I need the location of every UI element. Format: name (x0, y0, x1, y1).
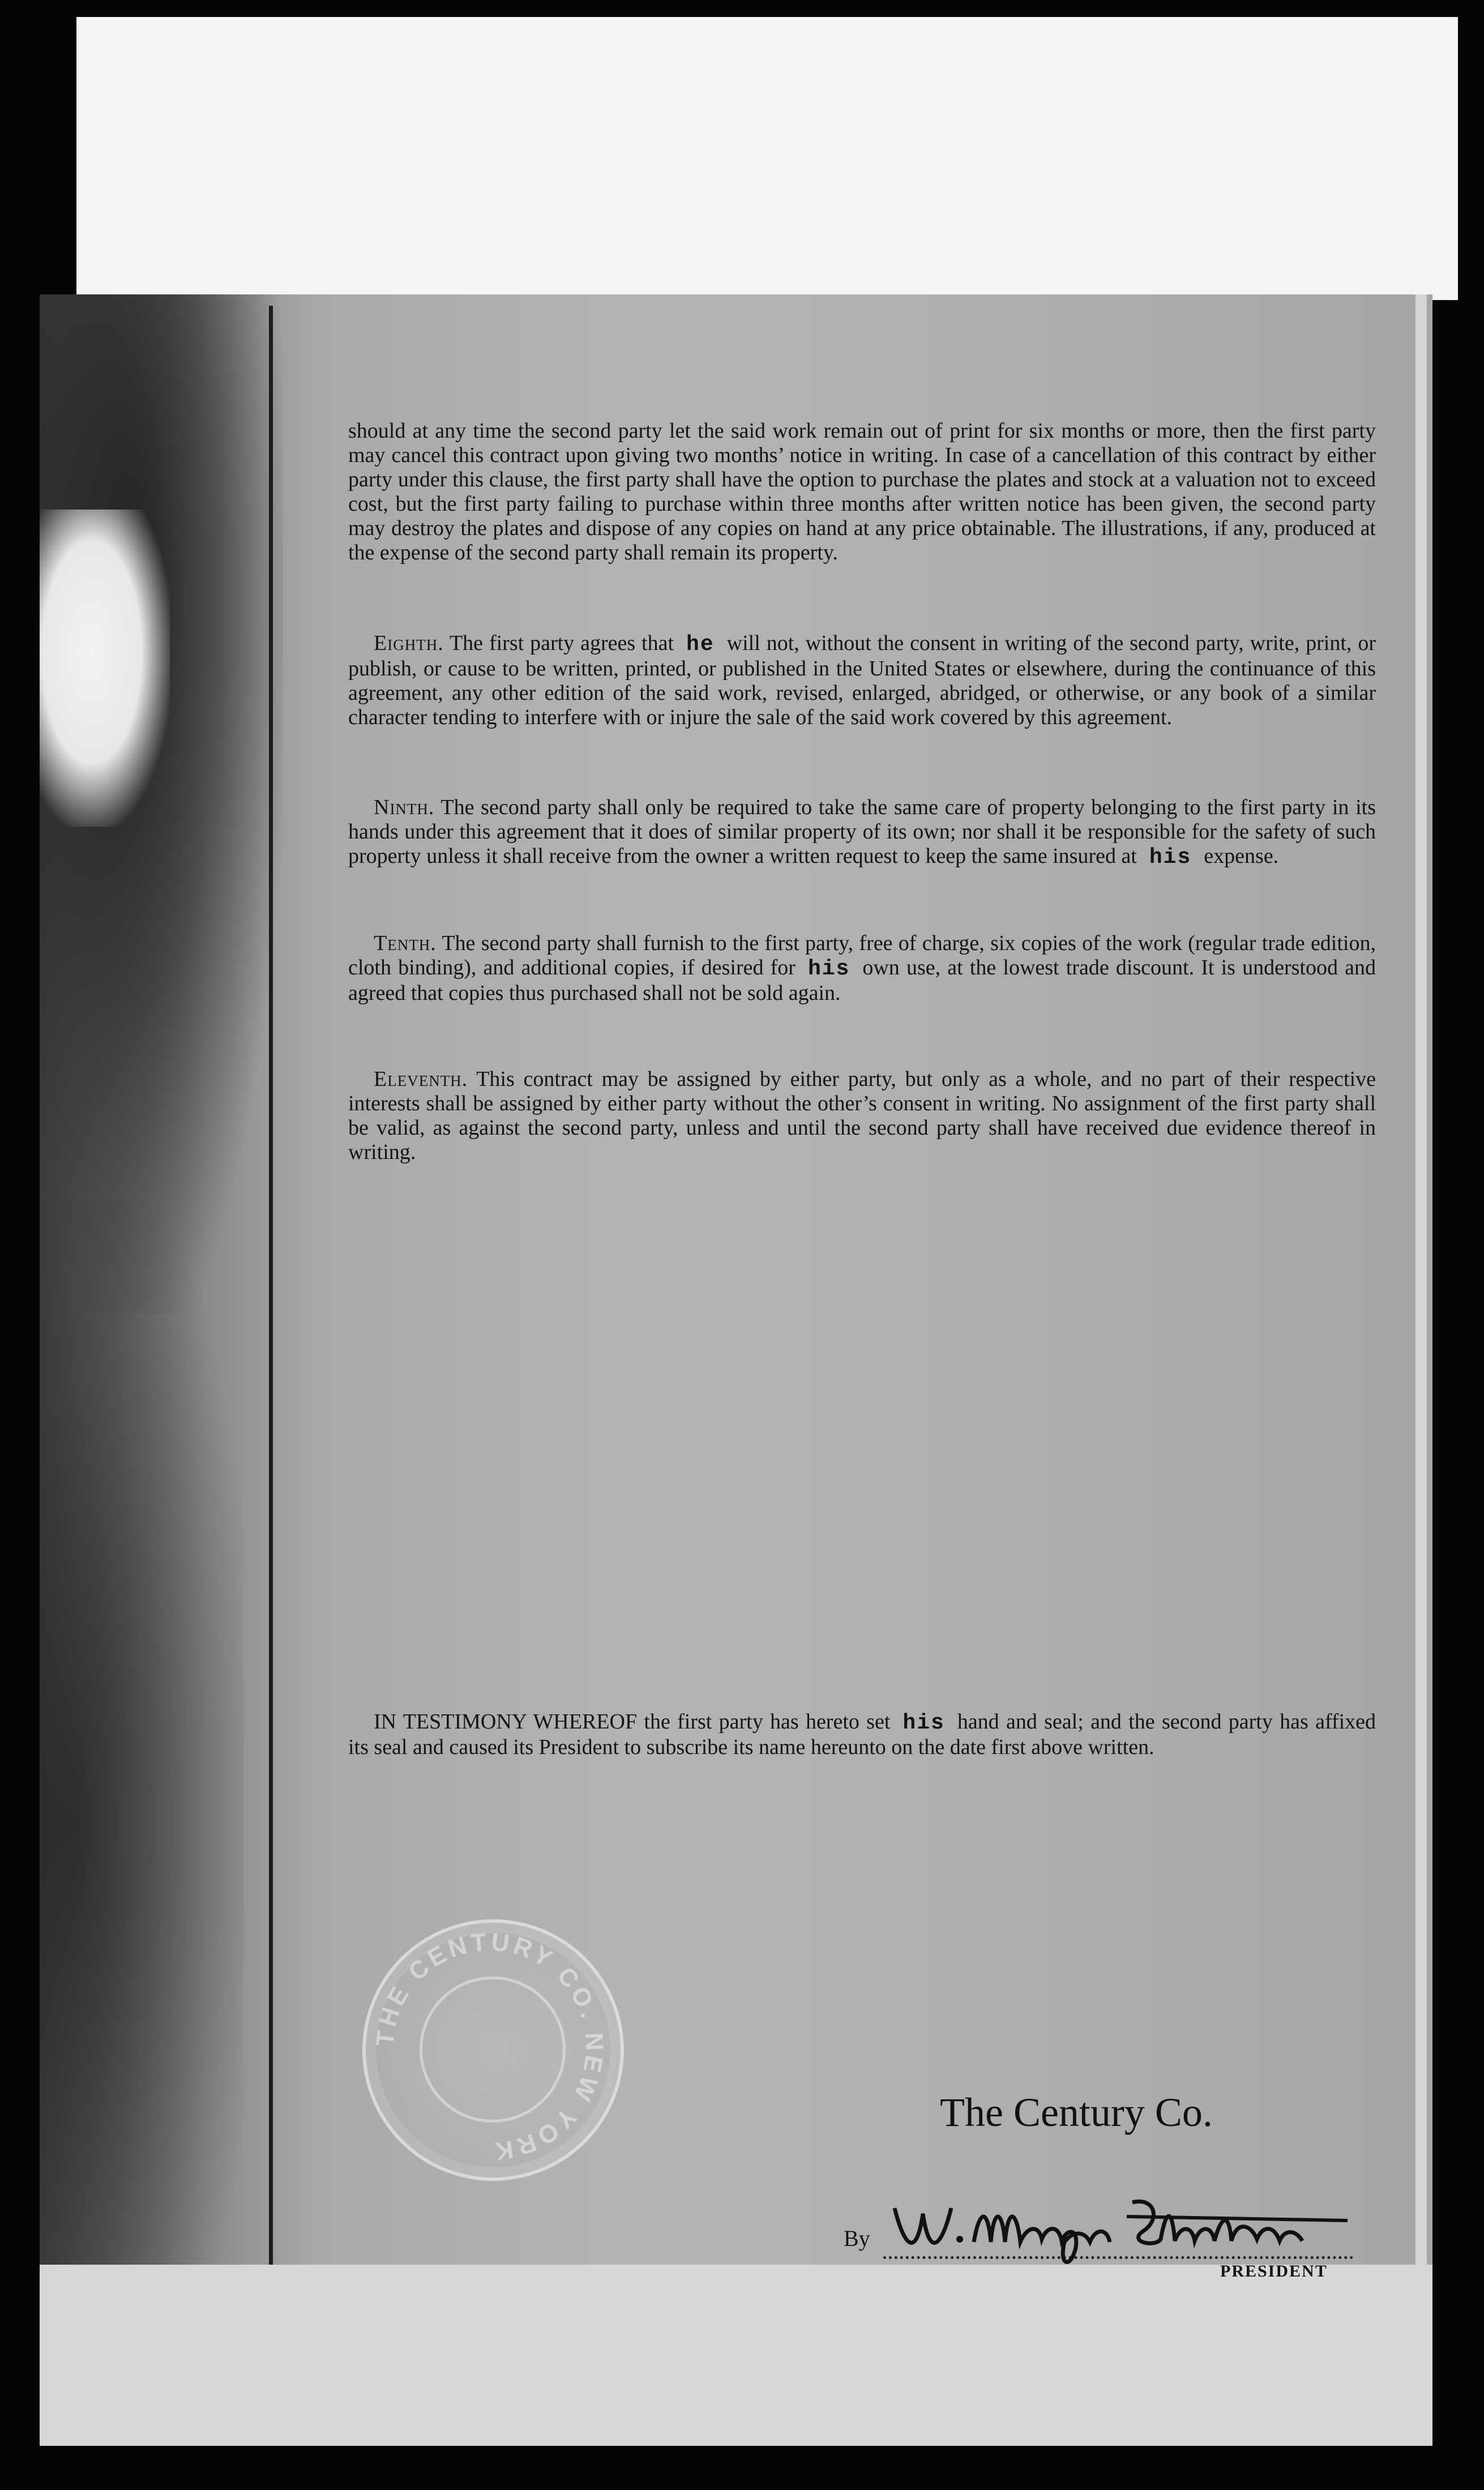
typed-fill-in: he (686, 632, 715, 657)
typed-fill-in: his (903, 1711, 945, 1735)
embossed-corporate-seal (362, 1919, 624, 2181)
clause-seventh-continued: should at any time the second party let the said work remain out of print for six months or more, then the first party may cancel this contract upon giving two months’ notice in writing. In case of a cancellation of this contract by either party under this clause, the first party shall have the option to purchase the plates and stock at a valuation not to exceed cost, but the first party failing to purchase within three months after written notice has been given, the second party may destroy the plates and dispose of any copies on hand at any price obtainable. The illustrations, if any, produced at the expense of the second party shall remain its property. (348, 419, 1376, 564)
margin-rule (269, 306, 273, 2423)
handwritten-signature (889, 2185, 1353, 2265)
clause-tenth: Tenth. The second party shall furnish to the first party, free of charge, six copies of the work (regular trade edition, cloth binding), and additional copies, if desired for his own use, at the lowest trade discount. It is understood and agreed that copies thus purchased shall not be sold again. (348, 931, 1376, 1005)
clause-heading: Eighth. (374, 631, 444, 655)
clause-heading: Ninth. (374, 795, 435, 819)
top-paper-slip (76, 17, 1458, 300)
right-page-edge (1415, 294, 1427, 2446)
by-label: By (844, 2226, 870, 2251)
seal-text: THE CENTURY CO. NEW YORK (371, 1928, 609, 2166)
clause-eighth: Eighth. The first party agrees that he will not, without the consent in writing of the second party, write, print, or publish, or cause to be written, printed, or published in the United States or elsewhere, during the continuance of this agreement, any other edition of the said work, revised, enlarged, abridged, or otherwise, or any book of a similar character tending to interfere with or injure the sale of the said work covered by this agreement. (348, 631, 1376, 729)
clause-heading: Eleventh. (374, 1067, 468, 1091)
clause-eleventh: Eleventh. This contract may be assigned by either party, but only as a whole, and no part of their respective interests shall be assigned by either party without the other’s consent in writing. No assignment of the first party shall be valid, as against the second party, unless and until the second party shall have received due evidence thereof in writing. (348, 1067, 1376, 1164)
typed-fill-in: his (807, 957, 850, 981)
svg-text:THE CENTURY CO. NEW YORK (371, 1928, 608, 2166)
stain-lower-left (40, 1200, 243, 2446)
faded-patch (40, 510, 170, 827)
clause-ninth: Ninth. The second party shall only be required to take the same care of property belonging to the first party in its hands under this agreement that it does of similar property of its own; nor shall it be responsible for the safety of such property unless it shall receive from the owner a written request to keep the same insured at his expense. (348, 795, 1376, 870)
contract-page (40, 294, 1432, 2446)
president-title: PRESIDENT (1220, 2262, 1328, 2281)
clause-heading: Tenth. (374, 931, 437, 955)
testimony-clause: IN TESTIMONY WHEREOF the first party has hereto set his hand and seal; and the second party has affixed its seal and caused its President to subscribe its name hereunto on the date first above written. (348, 1710, 1376, 1759)
company-name: The Century Co. (940, 2090, 1213, 2135)
bottom-paper-edge (40, 2265, 1432, 2446)
typed-fill-in: his (1149, 845, 1192, 870)
